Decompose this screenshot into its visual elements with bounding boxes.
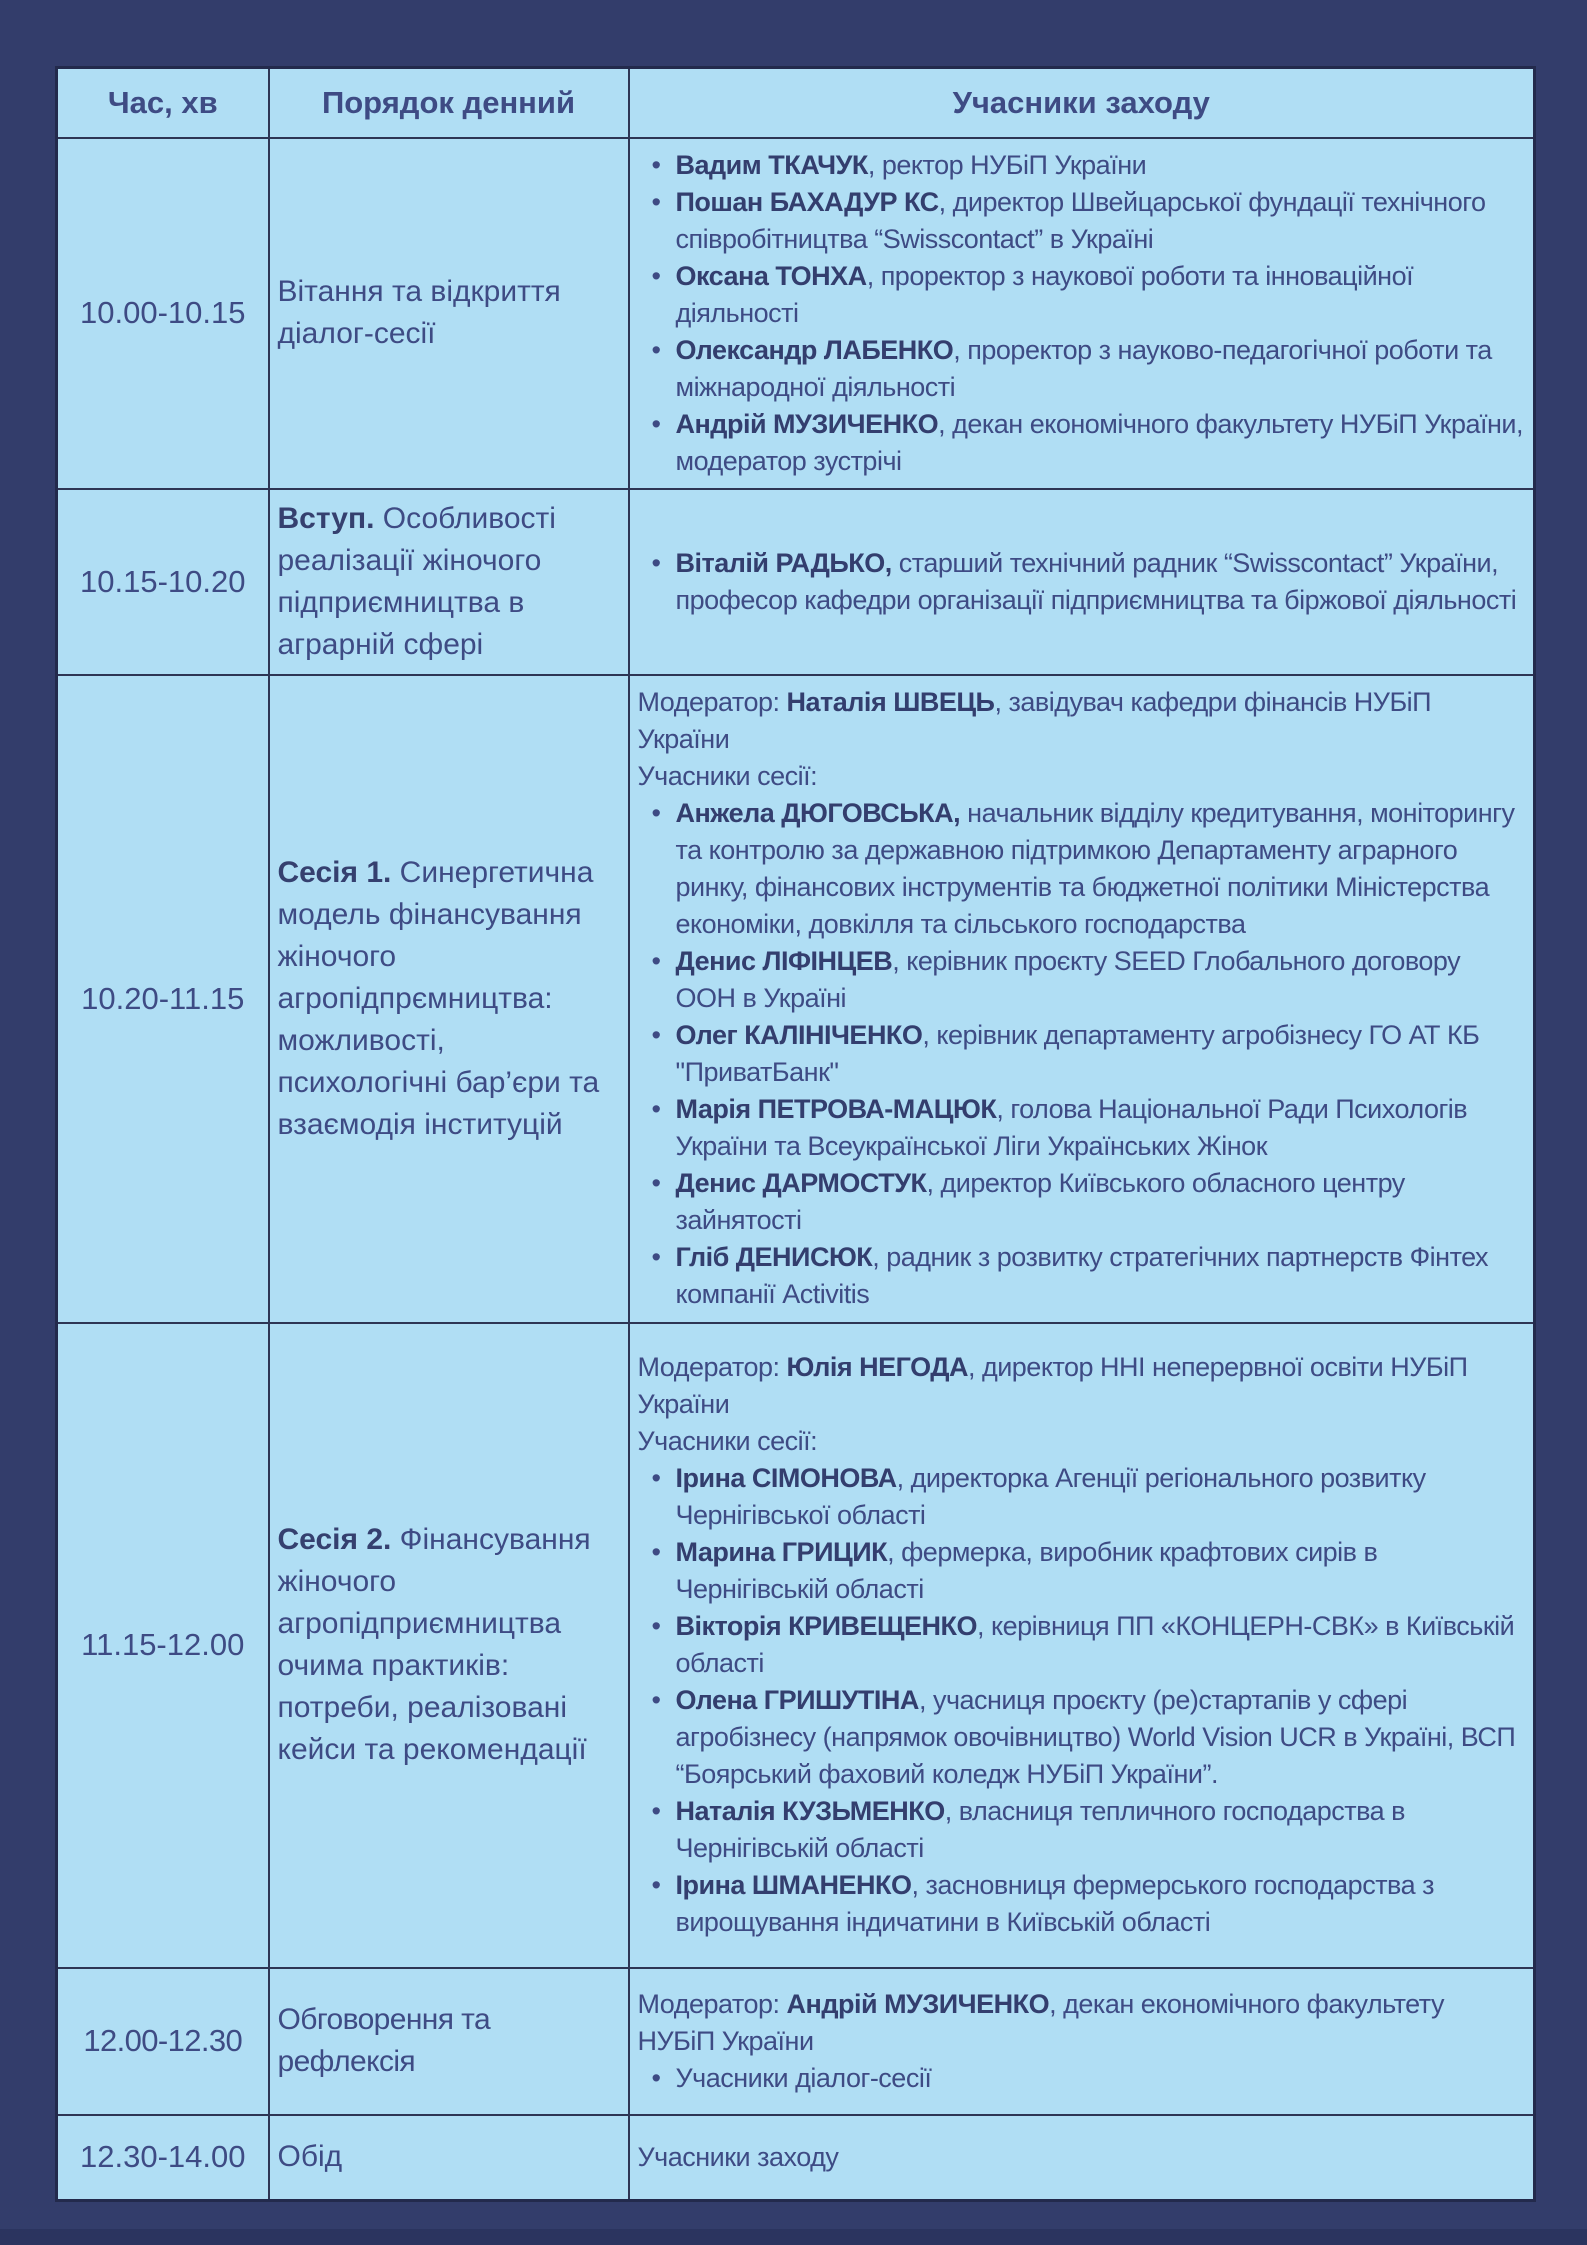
moderator-prefix: Модератор: <box>637 1988 787 2019</box>
participant-role: Учасники діалог-сесії <box>675 2062 932 2093</box>
bullet-icon: • <box>651 1463 661 1493</box>
participant-name: Вікторія КРИВЕЩЕНКО <box>675 1611 978 1641</box>
participant-role: , проректор з наукової роботи та інноваційної діяльності <box>675 260 1414 328</box>
agenda-table <box>55 66 1536 2202</box>
participant-name: Денис ДАРМОСТУК <box>675 1168 927 1198</box>
bullet-icon: • <box>651 260 661 291</box>
agenda-text: Вітання та відкриття діалог-сесії <box>277 275 561 350</box>
moderator-name: Андрій МУЗИЧЕНКО <box>786 1988 1050 2019</box>
moderator-prefix: Модератор: <box>637 1352 787 1382</box>
participant-item <box>650 1534 1526 1608</box>
time-cell: 11.15-12.00 <box>57 1323 269 1968</box>
participant-item <box>650 1460 1526 1534</box>
table-row <box>57 2115 1535 2201</box>
participant-name: Олександр ЛАБЕНКО <box>675 334 954 365</box>
participants-cell <box>629 1323 1535 1968</box>
time-cell: 10.20-11.15 <box>57 675 269 1323</box>
participant-name: Віталій РАДЬКО, <box>675 547 892 578</box>
participant-item <box>650 2060 1526 2097</box>
agenda-cell <box>269 675 629 1323</box>
agenda-lead: Вступ. <box>277 501 375 535</box>
participant-item <box>650 545 1526 619</box>
agenda-cell <box>269 1968 629 2115</box>
participant-item <box>650 258 1526 332</box>
agenda-text: Особливості реалізації жіночого підприємництва в аграрній сфері <box>277 501 556 661</box>
bullet-icon: • <box>651 1168 661 1198</box>
participant-role: , ректор НУБіП України <box>867 149 1147 180</box>
bullet-icon: • <box>651 1537 661 1567</box>
participant-role: , директор Швейцарської фундації технічного співробітництва “Swisscontact” в Україні <box>675 186 1486 254</box>
participant-name: Пошан БАХАДУР КС <box>675 186 939 217</box>
participant-role: , проректор з науково-педагогічної роботи та міжнародної діяльності <box>675 334 1492 402</box>
agenda-lead: Сесія 2. <box>277 1523 392 1556</box>
participant-name: Ірина ШМАНЕНКО <box>675 1870 912 1900</box>
participant-role: , керівник департаменту агробізнесу ГО АТ КБ "ПриватБанк" <box>675 1020 1480 1087</box>
agenda-cell <box>269 138 629 489</box>
participant-role: , власниця тепличного господарства в Чернігівській області <box>675 1796 1405 1863</box>
participant-list <box>638 2060 1526 2097</box>
participant-item <box>650 147 1526 184</box>
participant-name: Анжела ДЮГОВСЬКА, <box>675 798 961 828</box>
moderator-line <box>638 684 1526 758</box>
participant-role: , керівниця ПП «КОНЦЕРН-СВК» в Київській області <box>675 1611 1515 1678</box>
participant-name: Олег КАЛІНІЧЕНКО <box>675 1020 923 1050</box>
participant-role: , засновниця фермерського господарства з вирощування індичатини в Київській області <box>675 1870 1434 1937</box>
participant-name: Андрій МУЗИЧЕНКО <box>675 408 939 439</box>
bullet-icon: • <box>651 1020 661 1050</box>
participants-cell <box>629 1968 1535 2115</box>
participant-name: Ірина СІМОНОВА <box>675 1463 897 1493</box>
agenda-cell <box>269 1323 629 1968</box>
header-time: Час, хв <box>57 68 269 138</box>
participant-role: начальник відділу кредитування, моніторингу та контролю за державною підтримкою Департаменту аграрного ринку, фінансових інструментів та бюджетної політики Міністерства економіки, довкілля та сільського господарства <box>675 798 1515 939</box>
bullet-icon: • <box>651 1870 661 1900</box>
session-participants-label: Учасники сесії: <box>637 1426 818 1456</box>
bullet-icon: • <box>651 2062 661 2093</box>
participant-item <box>650 795 1526 943</box>
agenda-text: Фінансування жіночого агропідприємництва очима практиків: потреби, реалізовані кейси та рекомендації <box>277 1523 591 1766</box>
participant-name: Гліб ДЕНИСЮК <box>675 1242 873 1272</box>
participant-list <box>638 147 1526 480</box>
bullet-icon: • <box>651 1611 661 1641</box>
participants-cell <box>629 489 1535 675</box>
time-cell: 12.00-12.30 <box>57 1968 269 2115</box>
participant-list <box>638 545 1526 619</box>
bullet-icon: • <box>651 547 661 578</box>
bullet-icon: • <box>651 946 661 976</box>
table-row <box>57 675 1535 1323</box>
participant-item <box>650 1608 1526 1682</box>
participant-item <box>650 1793 1526 1867</box>
moderator-role: , завідувач кафедри фінансів НУБіП України <box>637 687 1432 754</box>
moderator-name: Наталія ШВЕЦЬ <box>786 687 995 717</box>
table-header-row <box>57 68 1535 138</box>
time-cell: 12.30-14.00 <box>57 2115 269 2201</box>
participant-item <box>650 943 1526 1017</box>
time-cell: 10.00-10.15 <box>57 138 269 489</box>
participant-list <box>638 1460 1526 1941</box>
participant-role: старший технічний радник “Swisscontact” України, професор кафедри організації підприємництва та біржової діяльності <box>675 547 1517 615</box>
participant-name: Олена ГРИШУТІНА <box>675 1685 919 1715</box>
moderator-line <box>638 1349 1526 1423</box>
bullet-icon: • <box>651 1685 661 1715</box>
bullet-icon: • <box>651 1242 661 1272</box>
participant-item <box>650 1165 1526 1239</box>
header-agenda: Порядок денний <box>269 68 629 138</box>
bullet-icon: • <box>651 186 661 217</box>
bullet-icon: • <box>651 1796 661 1826</box>
bullet-icon: • <box>651 798 661 828</box>
participant-role: , фермерка, виробник крафтових сирів в Чернігівській області <box>675 1537 1378 1604</box>
participant-item <box>650 184 1526 258</box>
moderator-line <box>638 1986 1526 2060</box>
agenda-text: Синергетична модель фінансування жіночого агропідпрємництва: можливості, психологічні бар’єри та взаємодія інституцій <box>277 855 600 1141</box>
bullet-icon: • <box>651 334 661 365</box>
participant-item <box>650 1091 1526 1165</box>
participant-name: Марина ГРИЦИК <box>675 1537 888 1567</box>
session-participants-label: Учасники сесії: <box>637 761 818 791</box>
moderator-role: , директор ННІ неперервної освіти НУБіП України <box>637 1352 1468 1419</box>
participant-item <box>650 1867 1526 1941</box>
participant-item <box>650 1682 1526 1793</box>
participant-name: Денис ЛІФІНЦЕВ <box>675 946 893 976</box>
participant-name: Оксана ТОНХА <box>675 260 867 291</box>
participant-role: , керівник проєкту SEED Глобального договору ООН в Україні <box>675 946 1461 1013</box>
participant-name: Марія ПЕТРОВА-МАЦЮК <box>675 1094 997 1124</box>
participant-item <box>650 406 1526 480</box>
bottom-edge-band <box>0 2229 1587 2245</box>
participant-item <box>650 332 1526 406</box>
participant-item <box>650 1017 1526 1091</box>
agenda-text: Обід <box>277 2140 343 2174</box>
participants-plain-text: Учасники заходу <box>637 2141 839 2172</box>
moderator-name: Юлія НЕГОДА <box>786 1352 968 1382</box>
participants-cell <box>629 138 1535 489</box>
participants-cell <box>629 2115 1535 2201</box>
participant-item <box>650 1239 1526 1313</box>
table-row <box>57 138 1535 489</box>
participant-role: , радник з розвитку стратегічних партнерств Фінтех компанії Activitis <box>675 1242 1489 1309</box>
header-participants: Учасники заходу <box>629 68 1535 138</box>
moderator-role: , декан економічного факультету НУБіП України <box>637 1988 1444 2056</box>
participants-cell <box>629 675 1535 1323</box>
time-cell: 10.15-10.20 <box>57 489 269 675</box>
participant-role: , директорка Агенції регіонального розвитку Чернігівської області <box>675 1463 1426 1530</box>
bullet-icon: • <box>651 1094 661 1124</box>
table-row <box>57 1323 1535 1968</box>
bullet-icon: • <box>651 149 661 180</box>
participant-role: , директор Київського обласного центру зайнятості <box>675 1168 1405 1235</box>
participant-role: , учасниця проєкту (ре)стартапів у сфері агробізнесу (напрямок овочівництво) World Vision UCR в Україні, ВСП “Боярський фаховий коледж НУБіП України”. <box>675 1685 1516 1789</box>
table-row <box>57 489 1535 675</box>
agenda-text: Обговорення та рефлексія <box>277 2003 491 2078</box>
agenda-cell <box>269 489 629 675</box>
participant-role: , декан економічного факультету НУБіП України, модератор зустрічі <box>675 408 1523 476</box>
participant-role: , голова Національної Ради Психологів України та Всеукраїнської Ліги Українських Жінок <box>675 1094 1468 1161</box>
table-row <box>57 1968 1535 2115</box>
participant-name: Наталія КУЗЬМЕНКО <box>675 1796 945 1826</box>
participant-list <box>638 795 1526 1313</box>
agenda-cell <box>269 2115 629 2201</box>
bullet-icon: • <box>651 408 661 439</box>
participant-name: Вадим ТКАЧУК <box>675 149 868 180</box>
moderator-prefix: Модератор: <box>637 687 787 717</box>
agenda-lead: Сесія 1. <box>277 855 392 889</box>
